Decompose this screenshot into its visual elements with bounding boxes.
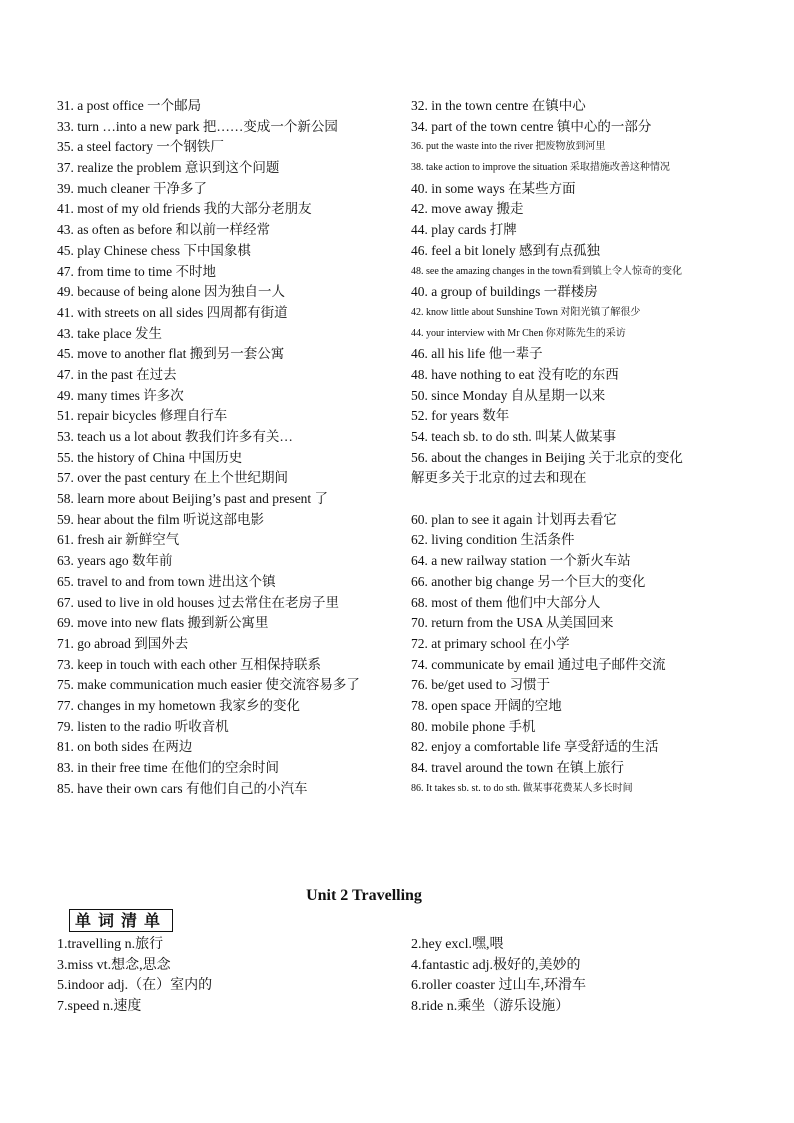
phrase-item: 60. plan to see it again 计划再去看它 [411, 511, 617, 527]
phrase-row [57, 262, 757, 283]
phrase-item: 58. learn more about Beijing’s past and present 了 [57, 491, 329, 507]
vocab-row [57, 997, 757, 1018]
phrase-item: 70. return from the USA 从美国回来 [411, 615, 614, 631]
vocab-item: 3.miss vt.想念,思念 [57, 957, 171, 973]
phrase-item: 86. It takes sb. st. to do sth. 做某事花费某人多长时间 [411, 782, 633, 794]
phrase-item: 64. a new railway station 一个新火车站 [411, 553, 631, 569]
phrase-row [57, 530, 757, 551]
phrase-row [57, 199, 757, 220]
phrase-row [57, 717, 757, 738]
phrase-item: 71. go abroad 到国外去 [57, 635, 189, 651]
vocab-item: 6.roller coaster 过山车,环滑车 [411, 978, 586, 994]
phrase-item: 57. over the past century 在上个世纪期间 [57, 470, 288, 486]
phrase-item: 46. all his life 他一辈子 [411, 346, 543, 362]
phrase-row [57, 448, 757, 469]
phrase-row [57, 137, 757, 158]
phrase-row [57, 179, 757, 200]
vocab-heading: 单词清单 [69, 909, 173, 932]
phrase-item: 44. your interview with Mr Chen 你对陈先生的采访 [411, 327, 626, 339]
phrase-item: 67. used to live in old houses 过去常住在老房子里 [57, 594, 339, 610]
phrase-row [57, 158, 757, 179]
phrase-item: 62. living condition 生活条件 [411, 532, 575, 548]
phrase-item: 42. know little about Sunshine Town 对阳光镇了解很少 [411, 306, 641, 318]
phrase-item: 68. most of them 他们中大部分人 [411, 594, 601, 610]
phrase-item: 59. hear about the film 听说这部电影 [57, 511, 264, 527]
phrase-item: 63. years ago 数年前 [57, 553, 173, 569]
phrase-row [57, 303, 757, 324]
phrase-item: 48. see the amazing changes in the town看到镇上令人惊奇的变化 [411, 265, 683, 277]
phrase-row [57, 737, 757, 758]
phrase-row [57, 572, 757, 593]
phrase-item: 40. a group of buildings 一群楼房 [411, 284, 598, 300]
phrase-item: 43. as often as before 和以前一样经常 [57, 222, 270, 238]
phrase-item: 47. from time to time 不时地 [57, 263, 216, 279]
phrase-item: 77. changes in my hometown 我家乡的变化 [57, 697, 300, 713]
phrase-row [57, 655, 757, 676]
phrase-item: 36. put the waste into the river 把废物放到河里 [411, 141, 606, 153]
phrase-item [411, 489, 757, 510]
phrase-item: 38. take action to improve the situation 采取措施改善这种情况 [411, 162, 670, 174]
vocab-item: 4.fantastic adj.极好的,美妙的 [411, 957, 581, 973]
phrase-item: 55. the history of China 中国历史 [57, 449, 243, 465]
phrase-item: 75. make communication much easier 使交流容易多了 [57, 677, 360, 693]
phrase-item: 45. move to another flat 搬到另一套公寓 [57, 346, 285, 362]
phrase-item: 41. most of my old friends 我的大部分老朋友 [57, 201, 312, 217]
phrase-row [57, 593, 757, 614]
phrase-row [57, 365, 757, 386]
phrase-item: 31. a post office 一个邮局 [57, 98, 202, 113]
phrase-item: 33. turn …into a new park 把……变成一个新公园 [57, 118, 338, 134]
phrase-row [57, 634, 757, 655]
vocab-list [57, 935, 757, 1018]
phrase-item: 51. repair bicycles 修理自行车 [57, 408, 228, 424]
phrase-list [57, 96, 757, 799]
phrase-item: 42. move away 搬走 [411, 201, 524, 217]
phrase-row [57, 241, 757, 262]
phrase-item: 66. another big change 另一个巨大的变化 [411, 573, 646, 589]
phrase-row [57, 468, 757, 489]
phrase-item: 52. for years 数年 [411, 408, 510, 424]
phrase-item: 80. mobile phone 手机 [411, 718, 536, 734]
phrase-row [57, 344, 757, 365]
phrase-item: 39. much cleaner 干净多了 [57, 180, 207, 196]
phrase-item: 61. fresh air 新鲜空气 [57, 532, 180, 548]
phrase-item: 79. listen to the radio 听收音机 [57, 718, 229, 734]
vocab-item: 8.ride n.乘坐（游乐设施） [411, 999, 570, 1015]
phrase-row [57, 779, 757, 800]
phrase-item: 74. communicate by email 通过电子邮件交流 [411, 656, 666, 672]
phrase-item: 37. realize the problem 意识到这个问题 [57, 160, 280, 176]
phrase-item: 46. feel a bit lonely 感到有点孤独 [411, 242, 600, 258]
phrase-item: 56. about the changes in Beijing 关于北京的变化 [411, 449, 683, 465]
phrase-item: 43. take place 发生 [57, 325, 162, 341]
phrase-item: 54. teach sb. to do sth. 叫某人做某事 [411, 429, 617, 444]
phrase-row [57, 510, 757, 531]
vocab-item: 1.travelling n.旅行 [57, 937, 164, 952]
vocab-item: 7.speed n.速度 [57, 999, 142, 1015]
phrase-row [57, 489, 757, 510]
phrase-row [57, 96, 757, 117]
phrase-item: 35. a steel factory 一个钢铁厂 [57, 139, 224, 155]
phrase-item: 72. at primary school 在小学 [411, 635, 570, 651]
phrase-row [57, 324, 757, 345]
phrase-row [57, 427, 757, 448]
phrase-item: 40. in some ways 在某些方面 [411, 180, 576, 196]
phrase-item: 73. keep in touch with each other 互相保持联系 [57, 656, 321, 672]
phrase-item: 81. on both sides 在两边 [57, 739, 193, 755]
vocab-row [57, 956, 757, 977]
phrase-row [57, 282, 757, 303]
vocab-row [57, 935, 757, 956]
phrase-row [57, 613, 757, 634]
phrase-item: 49. because of being alone 因为独自一人 [57, 284, 285, 300]
vocab-item: 2.hey excl.嘿,喂 [411, 937, 504, 952]
phrase-item: 65. travel to and from town 进出这个镇 [57, 573, 276, 589]
phrase-item: 41. with streets on all sides 四周都有街道 [57, 304, 288, 320]
vocab-row [57, 976, 757, 997]
phrase-row [57, 386, 757, 407]
phrase-item: 32. in the town centre 在镇中心 [411, 98, 586, 113]
vocab-item: 5.indoor adj.（在）室内的 [57, 978, 213, 994]
phrase-item: 53. teach us a lot about 教我们许多有关… [57, 429, 293, 444]
phrase-item: 85. have their own cars 有他们自己的小汽车 [57, 780, 308, 796]
phrase-row [57, 675, 757, 696]
phrase-item: 84. travel around the town 在镇上旅行 [411, 760, 624, 775]
phrase-row [57, 117, 757, 138]
phrase-item: 47. in the past 在过去 [57, 366, 177, 382]
phrase-row [57, 758, 757, 779]
phrase-item: 解更多关于北京的过去和现在 [411, 470, 587, 486]
phrase-item: 48. have nothing to eat 没有吃的东西 [411, 366, 619, 382]
phrase-item: 69. move into new flats 搬到新公寓里 [57, 615, 269, 631]
phrase-item: 44. play cards 打牌 [411, 222, 517, 238]
phrase-item: 45. play Chinese chess 下中国象棋 [57, 242, 251, 258]
phrase-item: 83. in their free time 在他们的空余时间 [57, 760, 279, 775]
phrase-item: 76. be/get used to 习惯于 [411, 677, 551, 693]
phrase-row [57, 551, 757, 572]
phrase-row [57, 406, 757, 427]
unit-title: Unit 2 Travelling [306, 887, 422, 904]
phrase-item: 82. enjoy a comfortable life 享受舒适的生活 [411, 739, 659, 755]
phrase-item: 78. open space 开阔的空地 [411, 697, 562, 713]
phrase-item: 49. many times 许多次 [57, 387, 184, 403]
phrase-item: 34. part of the town centre 镇中心的一部分 [411, 118, 652, 134]
phrase-item: 50. since Monday 自从星期一以来 [411, 387, 606, 403]
phrase-row [57, 220, 757, 241]
phrase-row [57, 696, 757, 717]
